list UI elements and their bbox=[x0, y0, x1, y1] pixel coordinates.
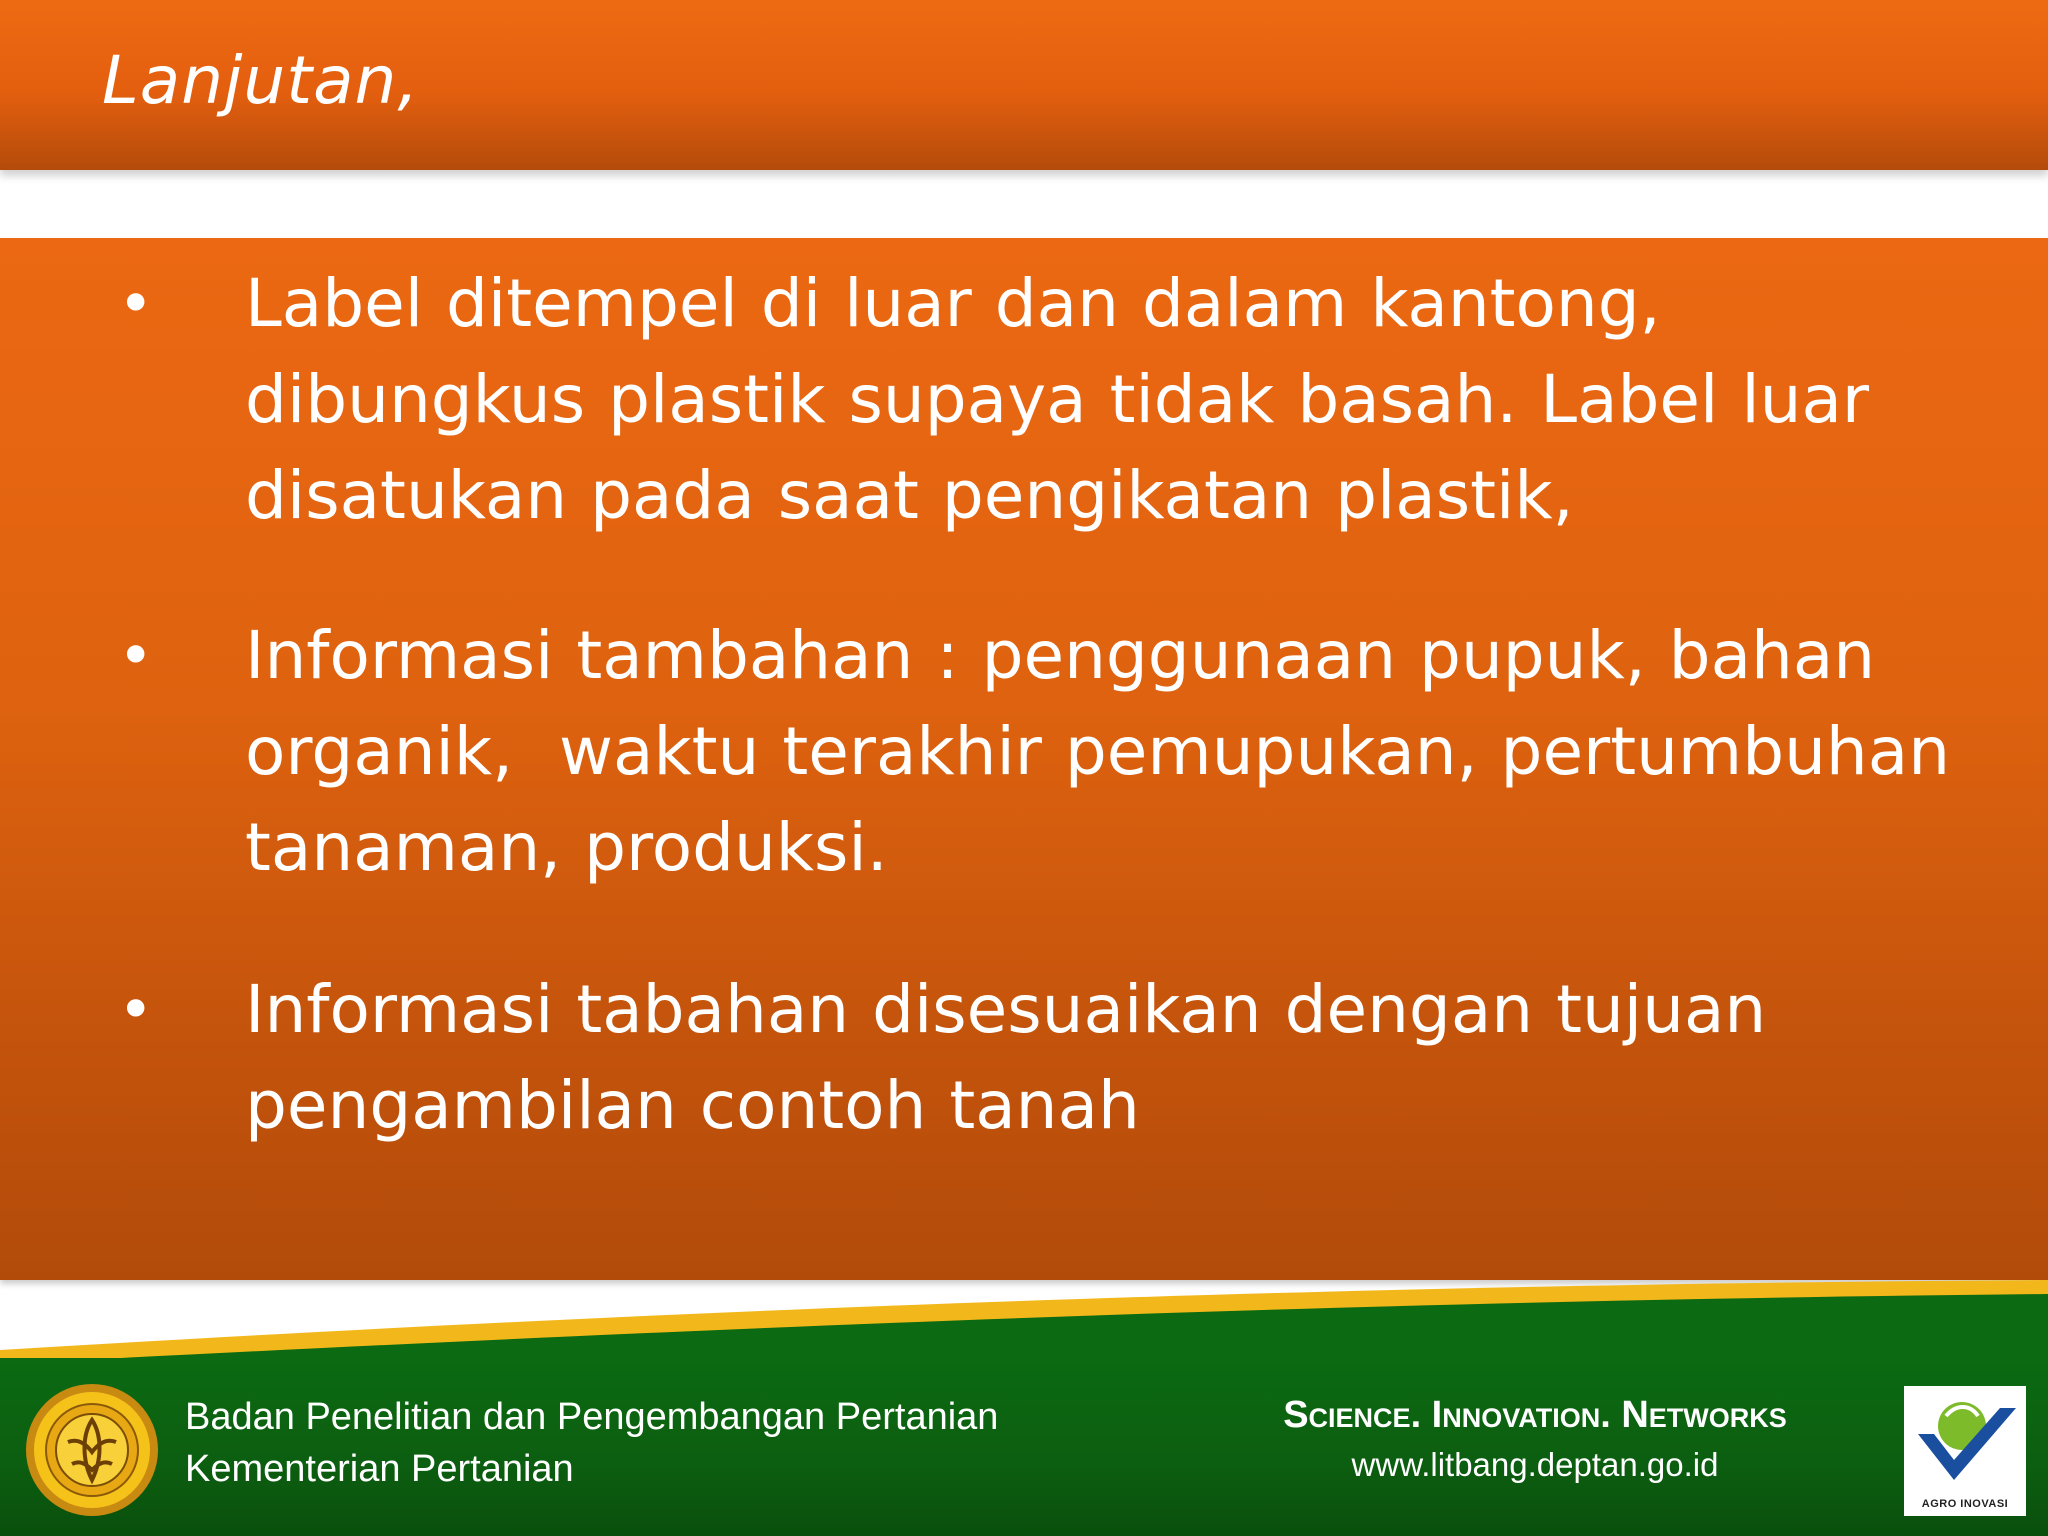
org-name: Badan Penelitian dan Pengembangan Pertanian bbox=[185, 1396, 999, 1438]
bullet-marker: • bbox=[118, 621, 154, 691]
bullet-marker: • bbox=[118, 975, 154, 1045]
bullet-text: Informasi tambahan : penggunaan pupuk, bahan organik, waktu terakhir pemupukan, pertumbuhan tanaman, produksi. bbox=[245, 617, 1974, 886]
agro-inovasi-logo bbox=[1904, 1386, 2026, 1516]
slide-title: Lanjutan, bbox=[102, 42, 420, 119]
content-panel bbox=[0, 238, 2048, 1280]
title-bar bbox=[0, 0, 2048, 170]
ministry-seal-icon bbox=[22, 1380, 162, 1520]
agro-inovasi-icon bbox=[1904, 1386, 2026, 1496]
org-ministry: Kementerian Pertanian bbox=[185, 1448, 574, 1490]
tagline: Science. Innovation. Networks bbox=[1283, 1394, 1787, 1436]
footer bbox=[0, 1280, 2048, 1536]
bullet-marker: • bbox=[118, 269, 154, 339]
website-link[interactable]: www.litbang.deptan.go.id bbox=[1351, 1446, 1719, 1483]
bullet-text: Label ditempel di luar dan dalam kantong, dibungkus plastik supaya tidak basah. Label luar disatukan pada saat pengikatan plastik, bbox=[245, 265, 1893, 534]
bullet-text: Informasi tabahan disesuaikan dengan tujuan pengambilan contoh tanah bbox=[245, 971, 1790, 1144]
agro-logo-label: AGRO INOVASI bbox=[1921, 1498, 2009, 1510]
